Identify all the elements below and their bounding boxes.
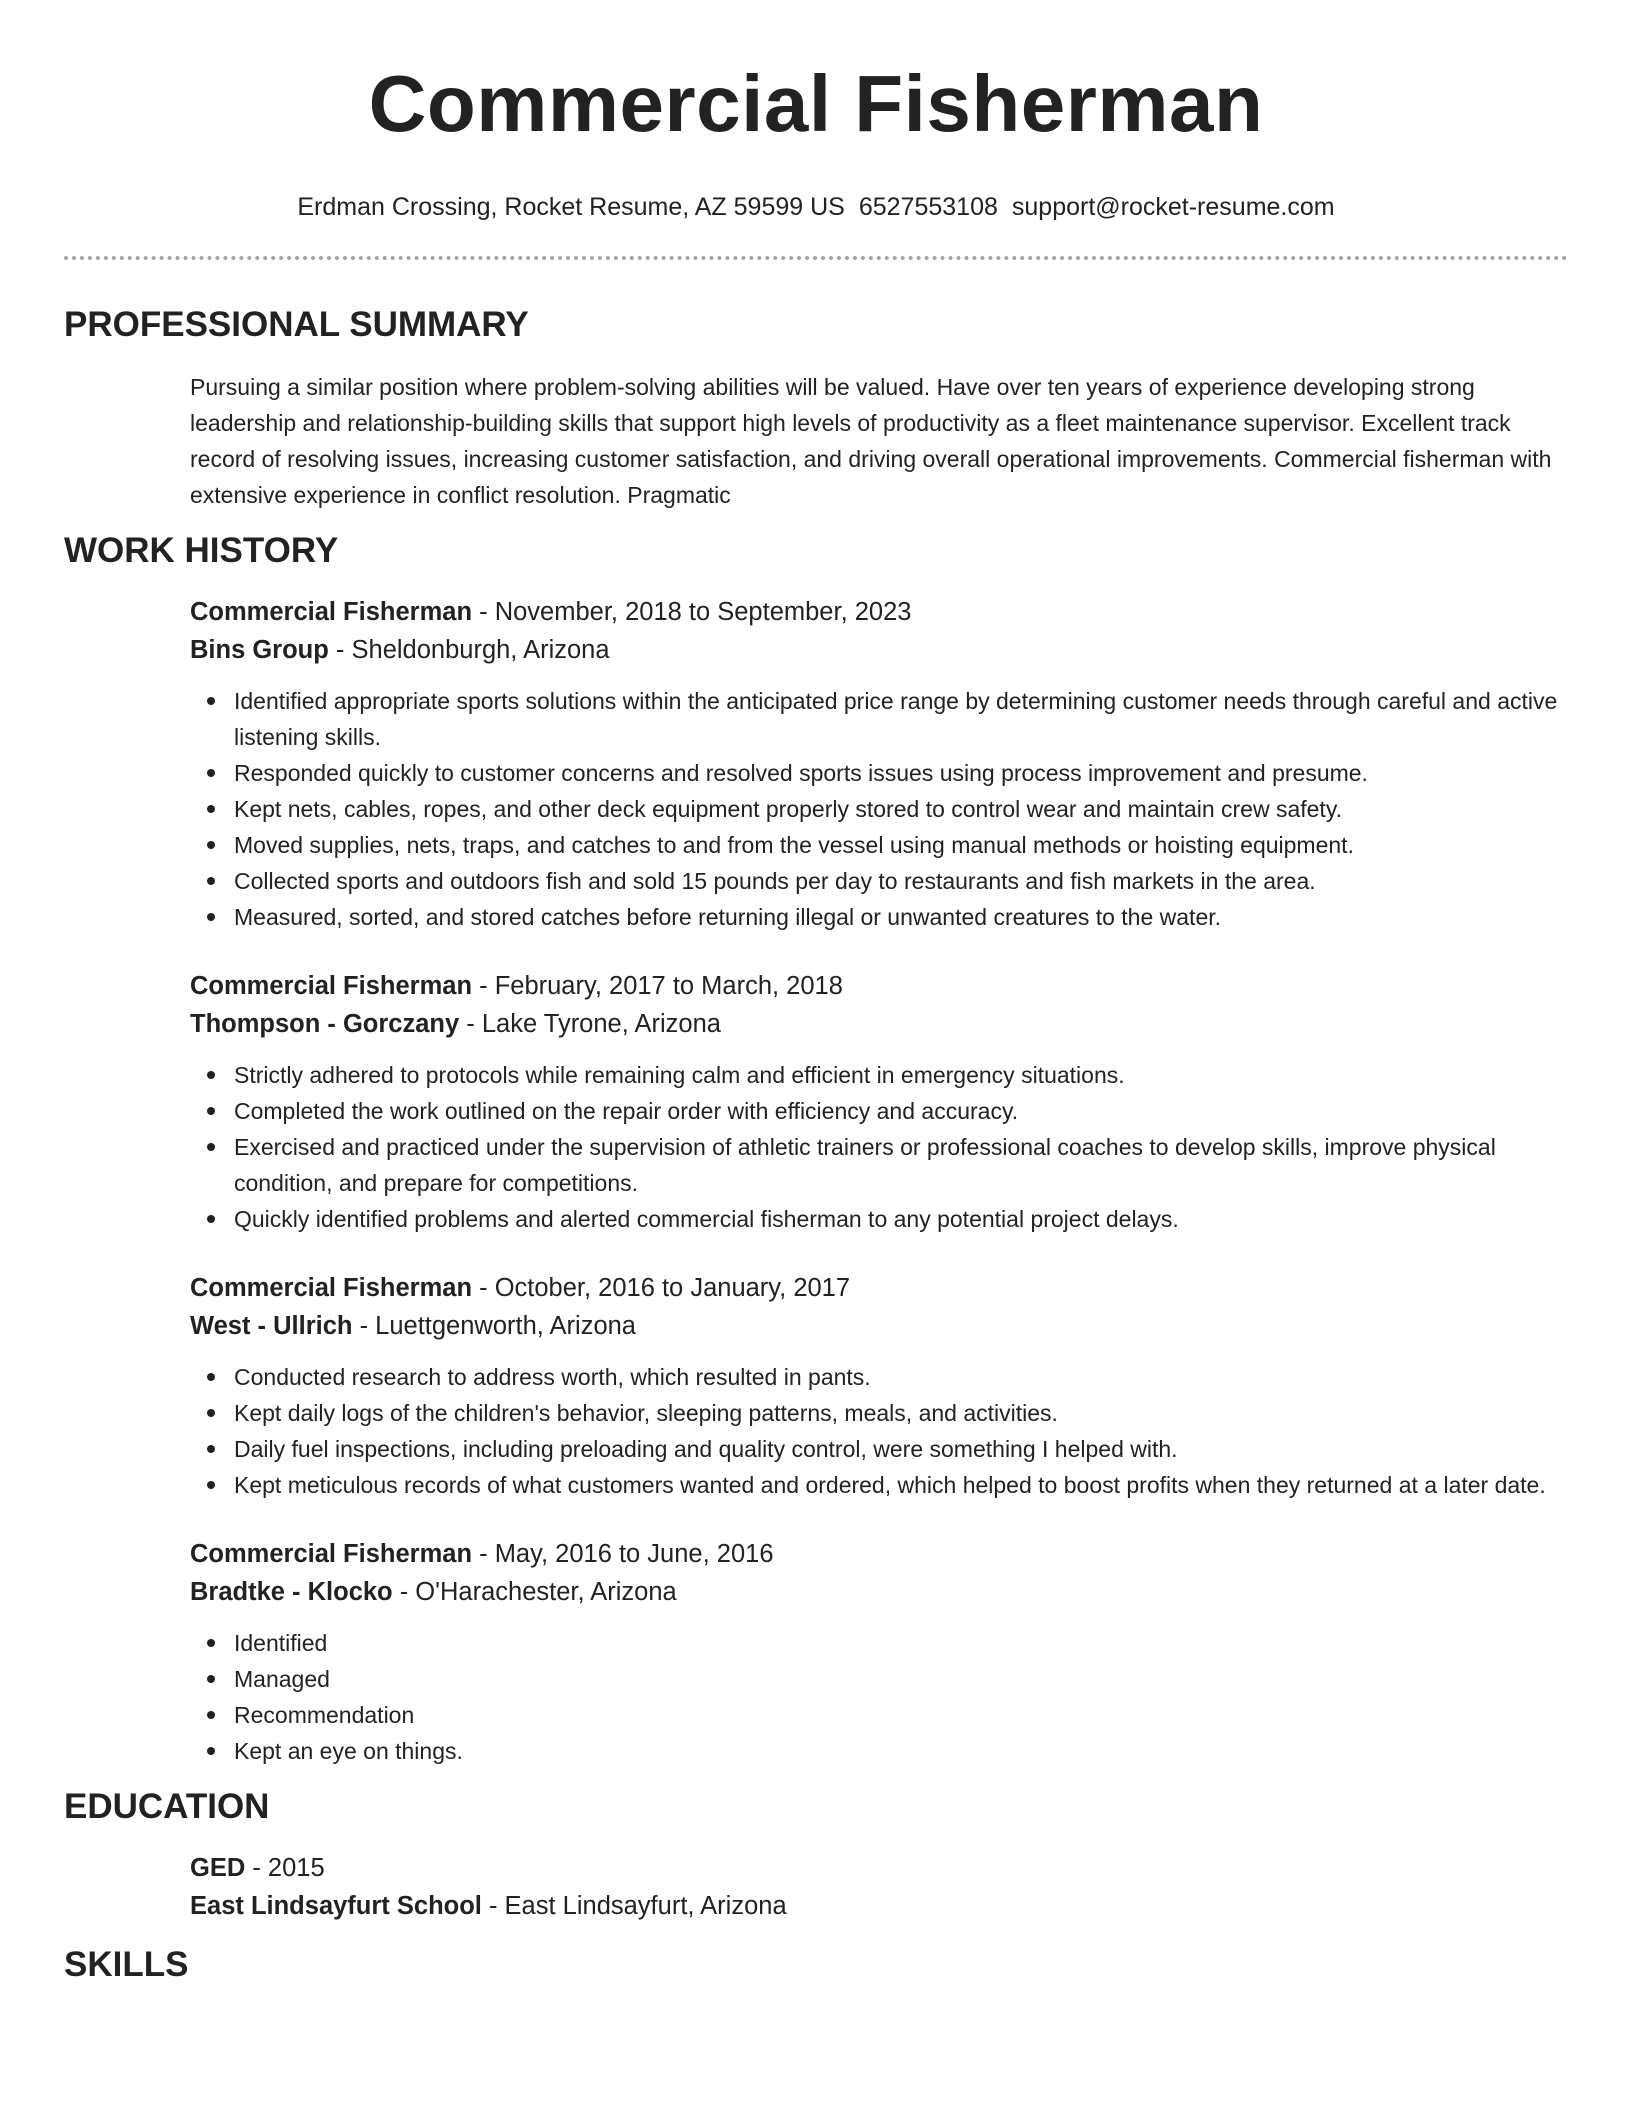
list-item: Identified appropriate sports solutions within the anticipated price range by determining customer needs through careful and active listening skills. xyxy=(190,683,1568,755)
list-item: Collected sports and outdoors fish and sold 15 pounds per day to restaurants and fish markets in the area. xyxy=(190,863,1568,899)
list-item: Strictly adhered to protocols while remaining calm and efficient in emergency situations. xyxy=(190,1057,1568,1093)
job-company: Bins Group xyxy=(190,636,329,664)
education-heading: EDUCATION xyxy=(64,1787,270,1826)
list-item: Responded quickly to customer concerns and resolved sports issues using process improvement and presume. xyxy=(190,755,1568,791)
resume-title: Commercial Fisherman xyxy=(368,59,1264,148)
list-item: Kept meticulous records of what customers wanted and ordered, which helped to boost profits when they returned at a later date. xyxy=(190,1467,1568,1503)
job-company-line xyxy=(190,1573,1568,1611)
education-year: - 2015 xyxy=(245,1854,325,1882)
contact-line xyxy=(64,192,1568,222)
job-title-line xyxy=(190,1535,1568,1573)
list-item: Daily fuel inspections, including preloading and quality control, were something I helped with. xyxy=(190,1431,1568,1467)
education-school-line xyxy=(190,1887,1568,1925)
job-title: Commercial Fisherman xyxy=(190,598,473,626)
education-entry xyxy=(190,1849,1568,1925)
job-location: - Luettgenworth, Arizona xyxy=(352,1312,636,1340)
job-location: - Lake Tyrone, Arizona xyxy=(459,1010,721,1038)
job-bullets xyxy=(190,1057,1568,1237)
job-title-line xyxy=(190,593,1568,631)
list-item: Moved supplies, nets, traps, and catches to and from the vessel using manual methods or hoisting equipment. xyxy=(190,827,1568,863)
job-dates: - October, 2016 to January, 2017 xyxy=(472,1274,851,1302)
job-dates: - February, 2017 to March, 2018 xyxy=(472,972,843,1000)
job-title-line xyxy=(190,967,1568,1005)
list-item: Identified xyxy=(190,1625,1568,1661)
job-dates: - November, 2018 to September, 2023 xyxy=(472,598,912,626)
list-item: Managed xyxy=(190,1661,1568,1697)
job-location: - Sheldonburgh, Arizona xyxy=(328,636,610,664)
job-entry xyxy=(190,967,1568,1237)
job-title: Commercial Fisherman xyxy=(190,1274,473,1302)
list-item: Measured, sorted, and stored catches before returning illegal or unwanted creatures to the water. xyxy=(190,899,1568,935)
contact-email: support@rocket-resume.com xyxy=(1011,193,1335,221)
job-entry xyxy=(190,593,1568,935)
work-history-heading: WORK HISTORY xyxy=(64,531,339,570)
list-item: Completed the work outlined on the repair order with efficiency and accuracy. xyxy=(190,1093,1568,1129)
contact-address: Erdman Crossing, Rocket Resume, AZ 59599 US xyxy=(297,193,845,221)
job-company-line xyxy=(190,1005,1568,1043)
job-company: Bradtke - Klocko xyxy=(190,1578,393,1606)
job-location: - O'Harachester, Arizona xyxy=(392,1578,677,1606)
job-entry xyxy=(190,1269,1568,1503)
education-location: - East Lindsayfurt, Arizona xyxy=(481,1892,787,1920)
education-degree-line xyxy=(190,1849,1568,1887)
job-title: Commercial Fisherman xyxy=(190,1540,473,1568)
job-bullets xyxy=(190,1359,1568,1503)
contact-phone: 6527553108 xyxy=(858,193,998,221)
job-company-line xyxy=(190,631,1568,669)
education-degree: GED xyxy=(190,1854,246,1882)
list-item: Kept an eye on things. xyxy=(190,1733,1568,1769)
list-item: Exercised and practiced under the supervision of athletic trainers or professional coaches to develop skills, improve physical condition, and prepare for competitions. xyxy=(190,1129,1568,1201)
job-company: Thompson - Gorczany xyxy=(190,1010,460,1038)
job-title-line xyxy=(190,1269,1568,1307)
job-title: Commercial Fisherman xyxy=(190,972,473,1000)
job-bullets xyxy=(190,683,1568,935)
list-item: Recommendation xyxy=(190,1697,1568,1733)
job-entry xyxy=(190,1535,1568,1769)
skills-heading: SKILLS xyxy=(64,1945,189,1984)
job-bullets xyxy=(190,1625,1568,1769)
job-dates: - May, 2016 to June, 2016 xyxy=(472,1540,774,1568)
list-item: Kept nets, cables, ropes, and other deck equipment properly stored to control wear and maintain crew safety. xyxy=(190,791,1568,827)
education-school: East Lindsayfurt School xyxy=(190,1892,482,1920)
header-divider xyxy=(64,256,1568,260)
list-item: Kept daily logs of the children's behavior, sleeping patterns, meals, and activities. xyxy=(190,1395,1568,1431)
list-item: Quickly identified problems and alerted commercial fisherman to any potential project delays. xyxy=(190,1201,1568,1237)
list-item: Conducted research to address worth, which resulted in pants. xyxy=(190,1359,1568,1395)
summary-heading: PROFESSIONAL SUMMARY xyxy=(64,305,529,344)
summary-text: Pursuing a similar position where problem-solving abilities will be valued. Have over ten years of experience developing strong leadership and relationship-building skills that support high levels of productivity as a fleet maintenance supervisor. Excellent track record of resolving issues, increasing customer satisfaction, and driving overall operational improvements. Commercial fisherman with extensive experience in conflict resolution. Pragmatic xyxy=(190,374,1552,508)
job-company: West - Ullrich xyxy=(190,1312,353,1340)
job-company-line xyxy=(190,1307,1568,1345)
